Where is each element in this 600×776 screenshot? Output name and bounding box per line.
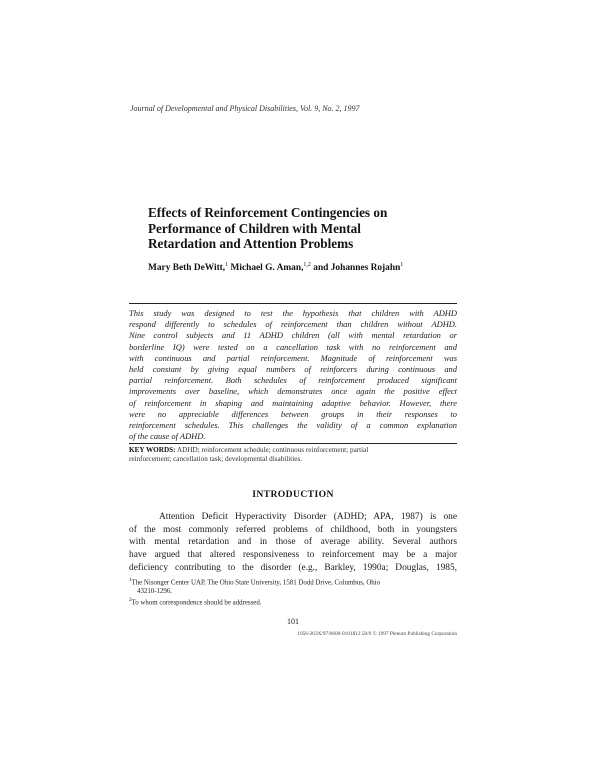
footnote-marker: 2 [129,597,132,603]
abstract-line: of the cause of ADHD. [129,431,206,442]
abstract-line: respond differently to schedules of reinforcement than children without ADHD. [129,319,457,330]
abstract-line: improvements over baseline, which demonstrates once again the positive effect [129,386,457,397]
author-list [148,262,468,273]
affiliation-marker: 1 [400,262,404,268]
keywords-text: reinforcement; cancellation task; developmental disabilities. [129,455,303,463]
abstract-line: reinforcement schedules. This challenges the validity of a common explanation [129,420,457,431]
paper-title [148,205,468,252]
abstract-line: Nine control subjects and 11 ADHD children (all with mental retardation or [129,330,457,341]
journal-header: Journal of Developmental and Physical Disabilities, Vol. 9, No. 2, 1997 [130,104,360,113]
introduction-text [129,511,457,575]
footnote-text: 43210-1296. [137,588,173,595]
abstract-line: partial reinforcement. Both schedules of reinforcement produced significant [129,375,457,386]
abstract-top-rule [129,303,457,304]
affiliation-marker: 1,2 [303,262,311,268]
body-line: Attention Deficit Hyperactivity Disorder (ADHD; APA, 1987) is one [159,512,457,522]
title-line: Retardation and Attention Problems [148,236,354,251]
title-line: Effects of Reinforcement Contingencies on [148,205,388,220]
footnote-text: The Nisonger Center UAP, The Ohio State University, 1581 Dodd Drive, Columbus, Ohio [131,579,381,587]
title-line: Performance of Children with Mental [148,220,361,236]
page-number: 101 [287,617,299,626]
author-name: Mary Beth DeWitt, [148,263,226,274]
body-line: of the most commonly referred problems of childhood, both in youngsters [129,524,457,535]
footnote-text: To whom correspondence should be addressed. [131,599,262,606]
author-name: Michael G. Aman, [230,263,304,274]
abstract-line: with continuous and partial reinforcement. Magnitude of reinforcement was [129,352,457,363]
keywords-label: KEY WORDS: [129,446,176,454]
body-line: deficiency contributing to the disorder (e.g., Barkley, 1990a; Douglas, 1985, [129,562,457,573]
author-name: Johannes Rojahn [330,263,401,274]
abstract-line: This study was designed to test the hypothesis that children with ADHD [129,308,457,318]
keywords-text: ADHD; reinforcement schedule; continuous reinforcement; partial [176,446,369,454]
abstract-bottom-rule [129,443,457,444]
abstract-line: were no appreciable differences between groups in their responses to [129,408,457,419]
section-heading: INTRODUCTION [252,489,334,500]
footnotes [129,577,457,608]
abstract-line: borderline IQ) were tested on a cancellation task with no reinforcement and [129,341,457,352]
body-line: with mental retardation and in those of average ability. Several authors [129,537,457,548]
keywords [129,446,457,464]
footnote-marker: 1 [129,578,132,583]
affiliation-marker: 1 [225,262,229,268]
body-line: have argued that altered responsiveness to reinforcement may be a major [129,550,457,561]
copyright-line: 1056-263X/97/0600-0101$12.50/0 © 1997 Plenum Publishing Corporation [297,631,457,637]
abstract-line: of reinforcement in shaping and maintaining adaptive behavior. However, there [129,397,457,408]
abstract [129,308,457,442]
author-connector: and [313,263,329,274]
abstract-line: held constant by giving equal numbers of reinforcers during continuous and [129,364,457,375]
